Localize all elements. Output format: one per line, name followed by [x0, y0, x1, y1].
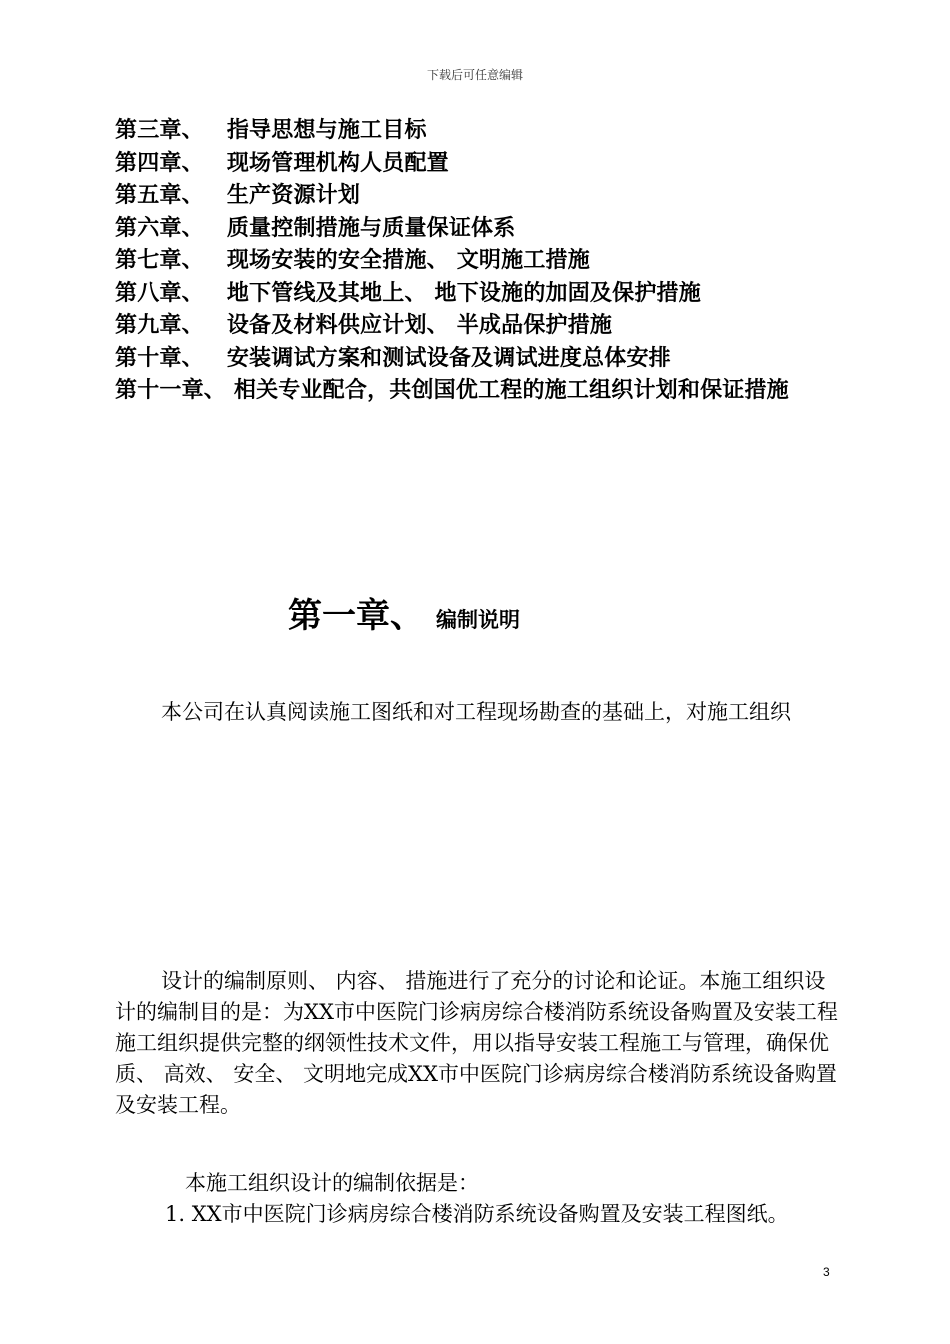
toc-item — [115, 245, 875, 278]
toc-item-number: 第三章、 — [115, 118, 204, 143]
toc-item-title: 现场管理机构人员配置 — [226, 150, 449, 176]
chapter-number: 第一章、 — [288, 596, 424, 636]
toc-item — [115, 213, 875, 246]
toc-item-title: 质量控制措施与质量保证体系 — [226, 215, 516, 241]
toc-item-title: 安装调试方案和测试设备及调试进度总体安排 — [226, 345, 671, 371]
toc-item-number: 第十章、 — [115, 345, 204, 371]
toc-item-title: 地下管线及其地上、 地下设施的加固及保护措施 — [226, 280, 701, 306]
toc-item — [115, 180, 875, 213]
toc-item-title: 相关专业配合，共创国优工程的施工组织计划和保证措施 — [233, 378, 789, 403]
toc-item-title: 设备及材料供应计划、 半成品保护措施 — [226, 313, 613, 338]
toc-item-number: 第七章、 — [115, 248, 204, 273]
toc-item-number: 第九章、 — [115, 313, 204, 338]
page-number: 3 — [823, 1265, 830, 1279]
toc-item-title: 现场安装的安全措施、 文明施工措施 — [226, 248, 590, 273]
chapter-title: 编制说明 — [436, 608, 520, 632]
basis-list-item: 1. XX市中医院门诊病房综合楼消防系统设备购置及安装工程图纸。 — [165, 1202, 789, 1226]
chapter-heading — [288, 588, 520, 637]
basis-heading: 本施工组织设计的编制依据是： — [185, 1171, 479, 1195]
toc-item — [115, 148, 875, 181]
toc-item-title: 生产资源计划 — [226, 183, 361, 208]
toc-item — [115, 375, 875, 408]
toc-item — [115, 115, 875, 148]
toc-item — [115, 278, 875, 311]
toc-item-number: 第五章、 — [115, 183, 204, 208]
toc-item — [115, 343, 875, 376]
toc-item — [115, 310, 875, 343]
toc-item-number: 第十一章、 — [115, 378, 227, 403]
intro-paragraph: 本公司在认真阅读施工图纸和对工程现场勘查的基础上，对施工组织 — [161, 700, 791, 724]
table-of-contents — [115, 115, 875, 408]
page-header-note: 下载后可任意编辑 — [426, 68, 523, 82]
toc-item-number: 第八章、 — [115, 280, 204, 306]
toc-item-title: 指导思想与施工目标 — [226, 118, 427, 143]
purpose-paragraph: 设计的编制原则、 内容、 措施进行了充分的讨论和论证。本施工组织设计的编制目的是：为XX市中医院门诊病房综合楼消防系统设备购置及安装工程施工组织提供完整的纲领性技术文件，用以指导安装工程施工与管理，确保优质、 高效、 安全、 文明地完成XX市中医院门诊病房综合楼消防系统设备购置及安装工程。 — [115, 969, 838, 1117]
toc-item-number: 第四章、 — [115, 150, 204, 176]
toc-item-number: 第六章、 — [115, 215, 204, 241]
